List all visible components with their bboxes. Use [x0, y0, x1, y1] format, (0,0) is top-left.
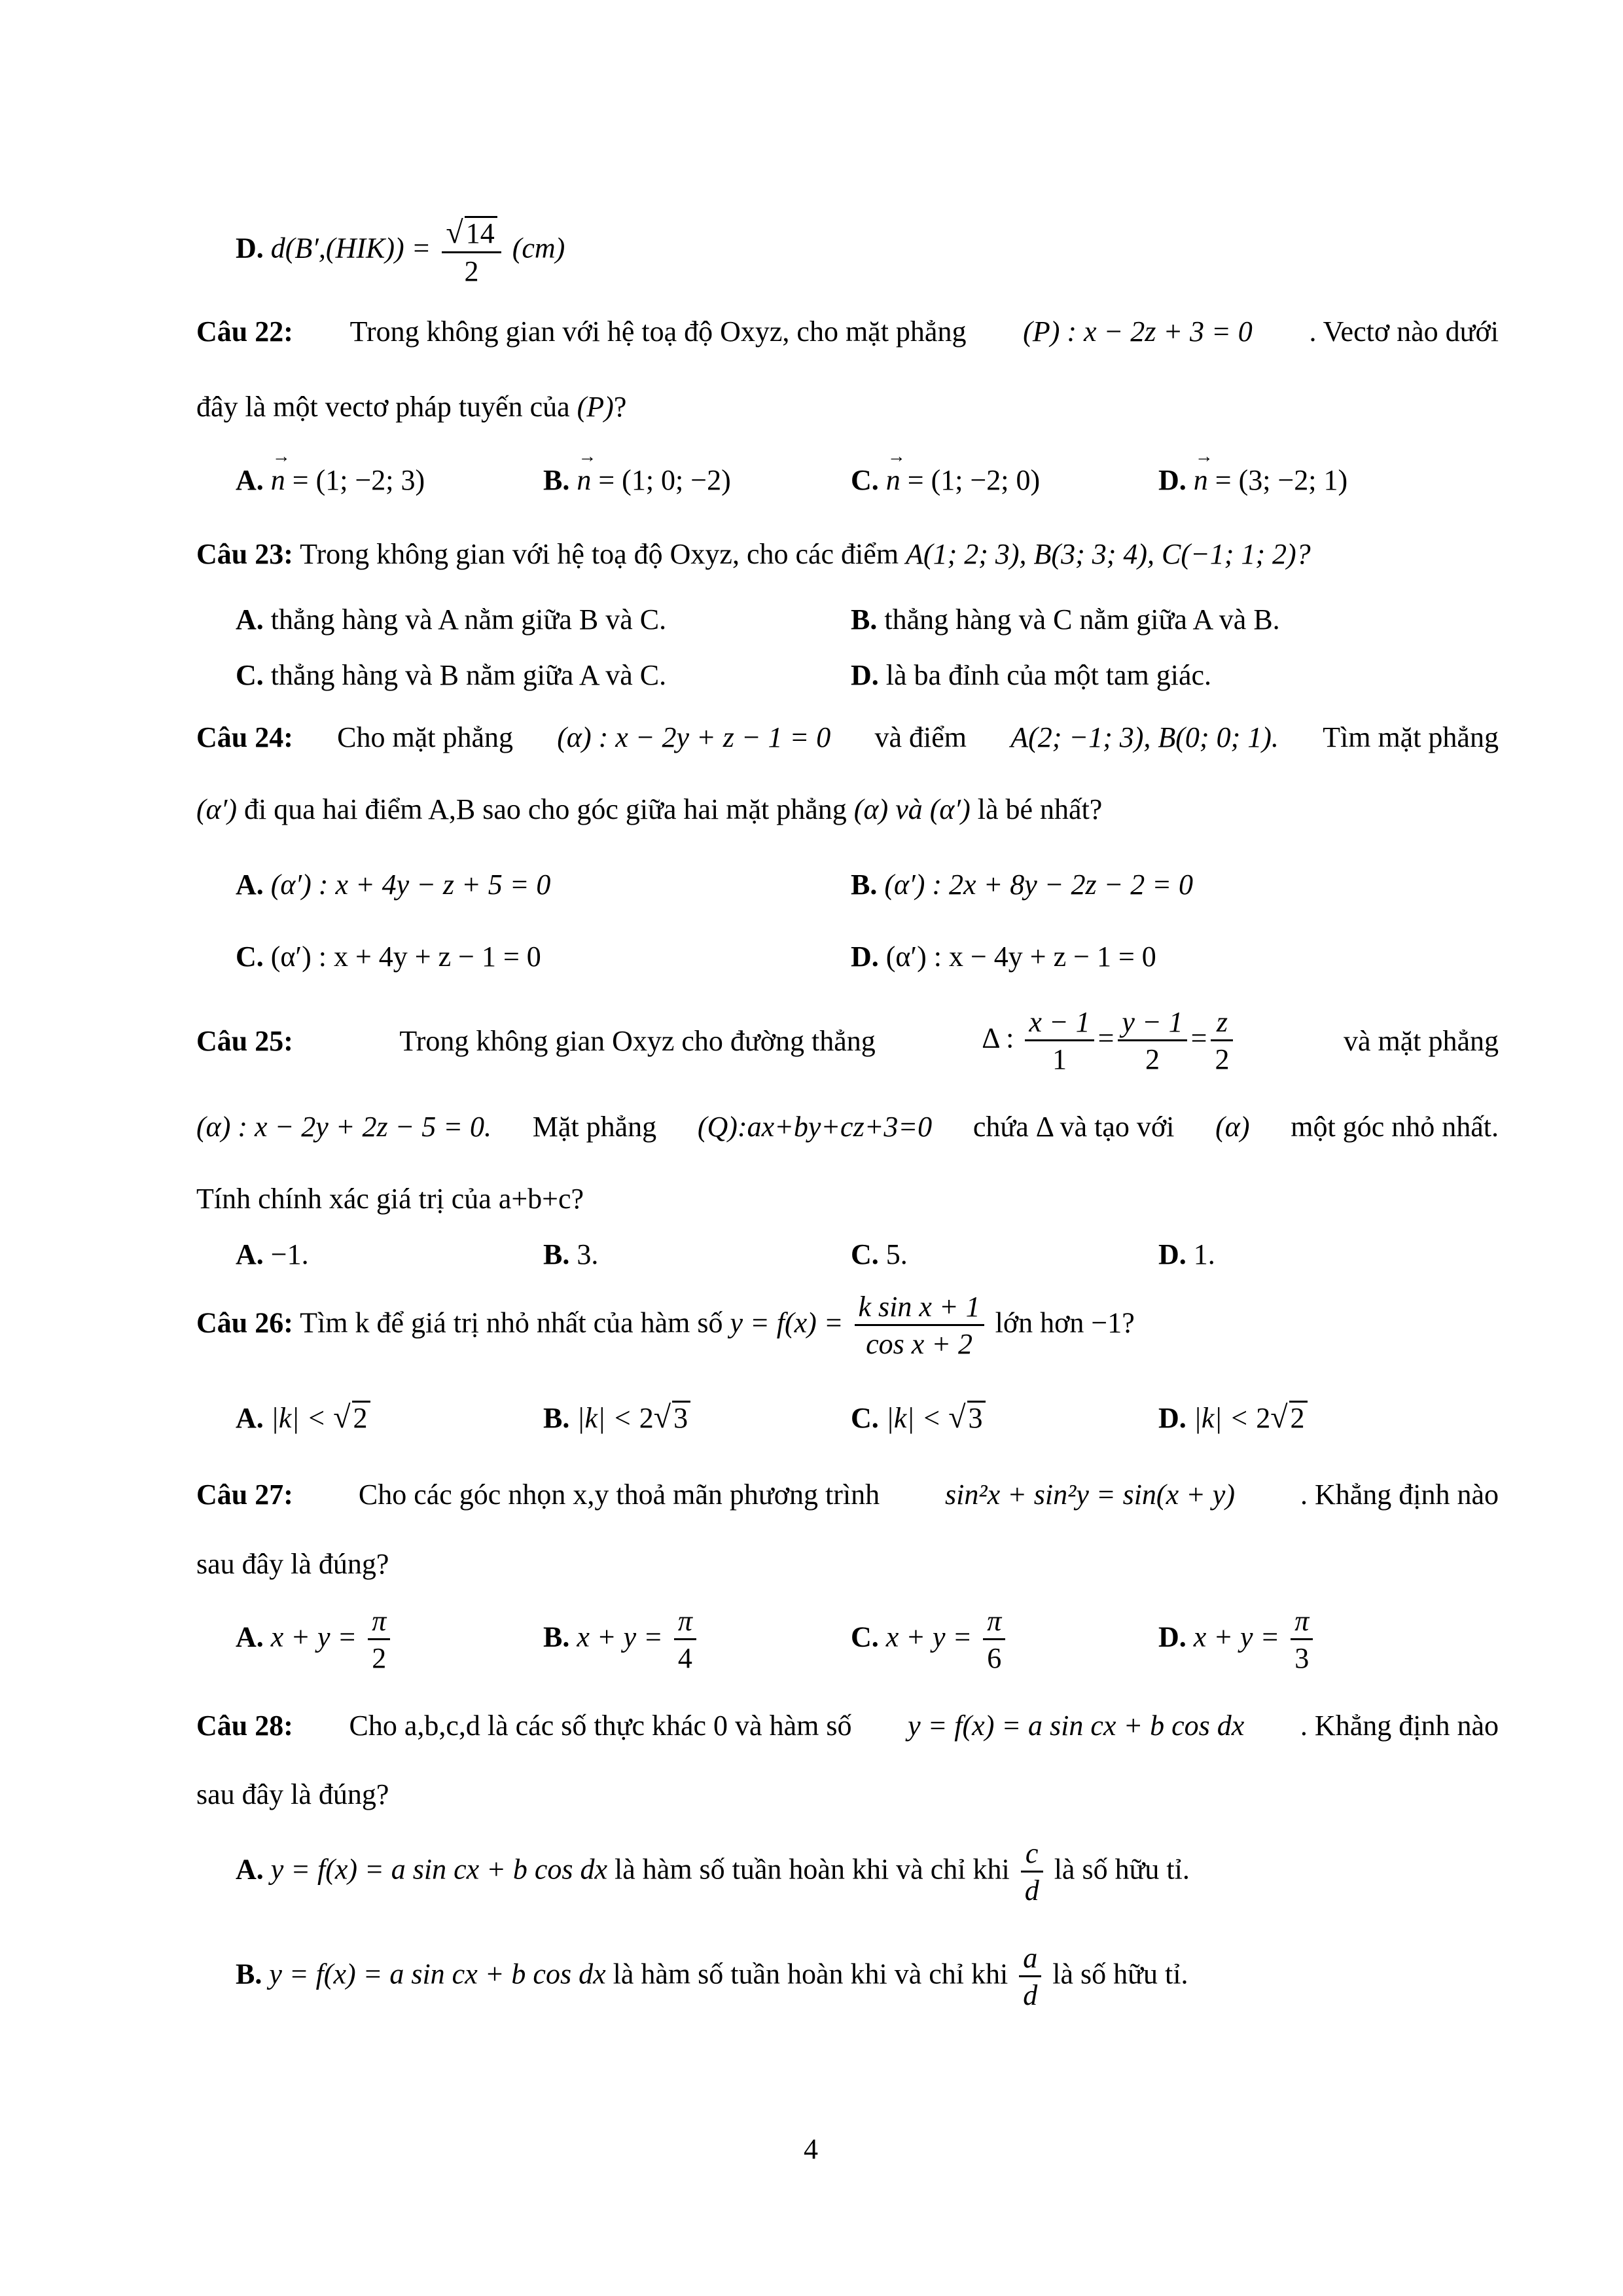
sqrt-value: 3	[672, 1401, 690, 1433]
question-text: lớn hơn −1?	[995, 1306, 1135, 1339]
question-text: . Khẳng định nào	[1300, 1479, 1499, 1511]
question-text: sau đây là đúng?	[196, 1548, 389, 1580]
fraction-den: d	[1023, 1979, 1038, 2011]
option-label: C.	[851, 1402, 879, 1434]
sqrt-coef: 2	[639, 1402, 654, 1434]
q22-option-c	[851, 466, 1040, 495]
q26-option-a: A. |k| < √2	[236, 1401, 370, 1433]
plane-pair: (α) và (α′)	[853, 793, 971, 825]
q25-line3	[196, 1185, 584, 1213]
option-label: A.	[236, 1853, 264, 1886]
question-text: Tìm k để giá trị nhỏ nhất của hàm số	[300, 1306, 723, 1339]
option-lhs: |k| <	[885, 1402, 942, 1434]
option-label: D.	[236, 232, 264, 264]
question-text: chứa Δ và tạo với	[972, 1111, 1175, 1143]
option-text: −1.	[270, 1238, 309, 1270]
q23-option-d	[851, 661, 1211, 690]
option-text: thẳng hàng và C nằm giữa A và B.	[884, 603, 1280, 636]
q22-line1	[196, 317, 1499, 346]
question-text: sau đây là đúng?	[196, 1778, 389, 1810]
question-text: . Khẳng định nào	[1300, 1710, 1499, 1742]
option-text: (α′) : x − 4y + z − 1 = 0	[885, 941, 1156, 973]
option-text: 5.	[885, 1238, 908, 1270]
question-text: Trong không gian với hệ toạ độ Oxyz, cho mặt phẳng	[349, 315, 967, 348]
fraction-den: 2	[1145, 1043, 1160, 1075]
question-text: Tính chính xác giá trị của a+b+c?	[196, 1183, 584, 1215]
option-value: = (3; −2; 1)	[1215, 464, 1348, 496]
question-text: một góc nhỏ nhất.	[1291, 1111, 1499, 1143]
plane-equation: (α) : x − 2y + 2z − 5 = 0.	[196, 1111, 491, 1143]
option-function: y = f(x) = a sin cx + b cos dx	[270, 1853, 608, 1886]
q27-option-d	[1158, 1607, 1317, 1673]
fraction-num: π	[1291, 1607, 1313, 1640]
line-equation: Δ : $\frac{x - 1}{1}$ = $\frac{y - 1}{2}$ = $\frac{z}{2}$	[982, 1008, 1237, 1074]
fraction-den: 2	[464, 255, 479, 287]
delta-symbol: Δ :	[982, 1022, 1014, 1054]
q22-line2	[196, 393, 626, 422]
q25-option-a	[236, 1240, 309, 1269]
q22-option-a	[236, 466, 425, 495]
question-text: Cho các góc nhọn x,y thoả mãn phương trình	[358, 1479, 880, 1511]
normal-vector: → n	[886, 466, 901, 495]
option-label: D.	[851, 941, 879, 973]
option-text: 3.	[577, 1238, 599, 1270]
fraction-den: 6	[987, 1642, 1002, 1674]
option-label: B.	[543, 1402, 570, 1434]
option-label: C.	[851, 1238, 879, 1270]
fraction-den: 1	[1052, 1043, 1067, 1075]
option-label: D.	[1158, 464, 1186, 496]
q28-option-b	[236, 1944, 1188, 2010]
question-label: Câu 23:	[196, 538, 293, 570]
q28-line2	[196, 1780, 389, 1809]
q24-option-a	[236, 870, 550, 899]
option-label: A.	[236, 603, 264, 636]
points: A(1; 2; 3), B(3; 3; 4), C(−1; 1; 2)?	[906, 538, 1311, 570]
sqrt-coef: 2	[1256, 1402, 1271, 1434]
q26-option-d: D. |k| < 2√2	[1158, 1401, 1308, 1433]
option-text: (α′) : x + 4y − z + 5 = 0	[270, 869, 551, 901]
q27-line2	[196, 1550, 389, 1579]
question-text: Cho a,b,c,d là các số thực khác 0 và hàm số	[349, 1710, 852, 1742]
q23-option-b	[851, 605, 1280, 634]
option-label: B.	[851, 869, 878, 901]
q27-line1	[196, 1480, 1499, 1509]
option-label: A.	[236, 869, 264, 901]
option-lhs: x + y =	[1193, 1621, 1280, 1653]
q24-line2	[196, 795, 1102, 824]
points: A(2; −1; 3), B(0; 0; 1).	[1010, 721, 1279, 753]
function-definition: y = f(x) = a sin cx + b cos dx	[908, 1710, 1245, 1742]
option-label: B.	[543, 464, 570, 496]
plane-equation: (P) : x − 2z + 3 = 0	[1023, 315, 1253, 348]
plane-ref: (P)	[577, 391, 614, 423]
option-label: B.	[543, 1621, 570, 1653]
fraction-num: z	[1211, 1008, 1233, 1041]
fraction-den: 2	[1215, 1043, 1230, 1075]
option-label: A.	[236, 1621, 264, 1653]
question-text-tail: . Vectơ nào dưới	[1309, 315, 1499, 348]
fraction-num: a	[1019, 1944, 1041, 1977]
question-mark: ?	[613, 391, 627, 423]
option-lhs: |k| <	[1193, 1402, 1249, 1434]
sqrt-value: 2	[1289, 1401, 1308, 1433]
sqrt-value: 3	[967, 1401, 986, 1433]
question-label: Câu 28:	[196, 1710, 293, 1742]
question-label: Câu 22:	[196, 315, 293, 348]
option-text: thẳng hàng và B nằm giữa A và C.	[270, 659, 667, 691]
q24-line1	[196, 723, 1499, 752]
sqrt-value: 2	[352, 1401, 370, 1433]
question-text: đây là một vectơ pháp tuyến của	[196, 391, 570, 423]
sqrt-value: 14	[465, 216, 497, 248]
q25-line2	[196, 1113, 1499, 1141]
option-lhs: x + y =	[270, 1621, 357, 1653]
question-text: Trong không gian Oxyz cho đường thẳng	[399, 1024, 876, 1057]
option-label: C.	[236, 659, 264, 691]
normal-vector: → n	[271, 466, 285, 495]
plane-ref: (α)	[1215, 1111, 1250, 1143]
q26-option-b: B. |k| < 2√3	[543, 1401, 690, 1433]
plane-equation: (α) : x − 2y + z − 1 = 0	[557, 721, 831, 753]
option-label: B.	[543, 1238, 570, 1270]
q22-option-d	[1158, 466, 1347, 495]
option-lhs: |k| <	[270, 1402, 327, 1434]
option-lhs: |k| <	[577, 1402, 632, 1434]
q21-option-d	[236, 216, 565, 286]
question-label: Câu 26:	[196, 1306, 293, 1339]
q26-option-c: C. |k| < √3	[851, 1401, 986, 1433]
plane-q: (Q):ax+by+cz+3=0	[697, 1111, 933, 1143]
option-label: A.	[236, 464, 264, 496]
question-label: Câu 25:	[196, 1024, 293, 1057]
fraction-num: k sin x + 1	[855, 1293, 984, 1326]
function-lhs: y = f(x) =	[730, 1306, 844, 1339]
question-text: và mặt phẳng	[1343, 1024, 1499, 1057]
option-label: A.	[236, 1402, 264, 1434]
fraction-num: π	[674, 1607, 696, 1640]
fraction-num: c	[1021, 1839, 1043, 1873]
option-function: y = f(x) = a sin cx + b cos dx	[269, 1958, 606, 1990]
trig-equation: sin²x + sin²y = sin(x + y)	[945, 1479, 1235, 1511]
q27-option-c	[851, 1607, 1009, 1673]
distance-fraction: $\frac{√14}{2}$	[442, 216, 501, 286]
option-label: D.	[1158, 1238, 1186, 1270]
fraction-num: y − 1	[1118, 1008, 1186, 1041]
fraction-den: d	[1024, 1874, 1039, 1907]
q25-line1	[196, 1008, 1499, 1074]
q23-line1	[196, 540, 1311, 569]
option-label: D.	[851, 659, 879, 691]
option-text: là số hữu tỉ.	[1052, 1958, 1188, 1990]
plane-ref: (α′)	[196, 793, 238, 825]
q24-option-c	[236, 942, 541, 971]
question-text: đi qua hai điểm A,B sao cho góc giữa hai mặt phẳng	[244, 793, 847, 825]
option-label: D.	[1158, 1402, 1186, 1434]
q22-option-b	[543, 466, 731, 495]
option-lhs: x + y =	[885, 1621, 972, 1653]
q27-option-b	[543, 1607, 700, 1673]
question-label: Câu 24:	[196, 721, 293, 753]
option-label: A.	[236, 1238, 264, 1270]
q23-option-a	[236, 605, 666, 634]
unit: (cm)	[512, 232, 565, 264]
q28-line1	[196, 1712, 1499, 1740]
option-label: C.	[851, 464, 879, 496]
option-label: C.	[236, 941, 264, 973]
question-text: Trong không gian với hệ toạ độ Oxyz, cho các điểm	[300, 538, 899, 570]
fraction-den: 3	[1294, 1642, 1310, 1674]
option-label: B.	[851, 603, 878, 636]
question-text: và điểm	[874, 721, 967, 753]
fraction-den: cos x + 2	[866, 1328, 972, 1360]
option-label: C.	[851, 1621, 879, 1653]
fraction-den: 4	[677, 1642, 692, 1674]
fraction-den: 2	[372, 1642, 387, 1674]
normal-vector: → n	[1194, 466, 1208, 495]
question-label: Câu 27:	[196, 1479, 293, 1511]
page-number: 4	[804, 2133, 818, 2165]
q28-option-a	[236, 1839, 1190, 1905]
option-label: B.	[236, 1958, 262, 1990]
normal-vector: → n	[577, 466, 591, 495]
option-text: là số hữu tỉ.	[1054, 1853, 1190, 1886]
option-value: = (1; −2; 0)	[907, 464, 1041, 496]
q25-option-d	[1158, 1240, 1215, 1269]
fraction-num: π	[368, 1607, 390, 1640]
question-text: là bé nhất?	[977, 793, 1103, 825]
q27-option-a	[236, 1607, 394, 1673]
option-text: là hàm số tuần hoàn khi và chỉ khi	[615, 1853, 1010, 1886]
option-text: là hàm số tuần hoàn khi và chỉ khi	[613, 1958, 1008, 1990]
option-text: thẳng hàng và A nằm giữa B và C.	[270, 603, 667, 636]
q24-option-b	[851, 870, 1193, 899]
option-value: = (1; 0; −2)	[598, 464, 731, 496]
option-lhs: x + y =	[577, 1621, 663, 1653]
fraction-num: x − 1	[1025, 1008, 1094, 1041]
option-text: 1.	[1193, 1238, 1215, 1270]
option-text: là ba đỉnh của một tam giác.	[885, 659, 1212, 691]
q24-option-d	[851, 942, 1156, 971]
function-fraction	[855, 1293, 984, 1359]
q25-option-b	[543, 1240, 598, 1269]
option-text: (α′) : 2x + 8y − 2z − 2 = 0	[884, 869, 1193, 901]
q25-option-c	[851, 1240, 908, 1269]
question-text: Cho mặt phẳng	[337, 721, 513, 753]
option-label: D.	[1158, 1621, 1186, 1653]
fraction-num: π	[983, 1607, 1005, 1640]
option-value: = (1; −2; 3)	[292, 464, 425, 496]
option-lhs: d(B′,(HIK)) =	[270, 232, 431, 264]
option-text: (α′) : x + 4y + z − 1 = 0	[270, 941, 541, 973]
q26-line1	[196, 1293, 1135, 1359]
question-text: Tìm mặt phẳng	[1323, 721, 1499, 753]
q23-option-c	[236, 661, 666, 690]
question-text: Mặt phẳng	[532, 1111, 657, 1143]
